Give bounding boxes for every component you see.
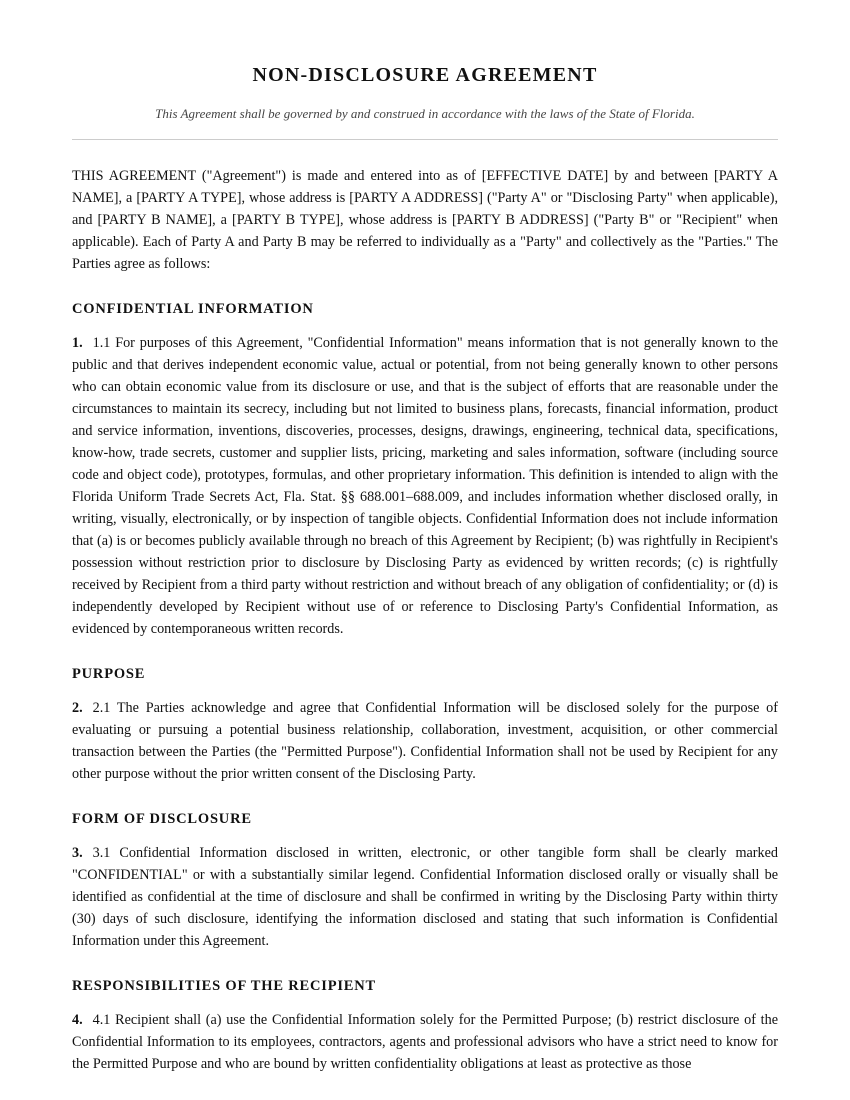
- clause-text: 3.1 Confidential Information disclosed in written, electronic, or other tangible form shall be clearly marked "CONFIDENTIAL" or with a substantially similar legend. Confidential Information disclosed orally or visually shall be identified as confidential at the time of disclosure and shall be confirmed in writing by the Disclosing Party within thirty (30) days of such disclosure, identifying the information disclosed and stating that such information is Confidential Information under this Agreement.: [72, 845, 778, 949]
- document-page: [72, 0, 778, 1075]
- section-heading-purpose: PURPOSE: [72, 666, 146, 682]
- clause-number: 4.: [72, 1012, 83, 1028]
- section-heading-responsibilities: RESPONSIBILITIES OF THE RECIPIENT: [72, 978, 377, 994]
- clause-1: [72, 332, 778, 640]
- governing-law-subtitle: This Agreement shall be governed by and construed in accordance with the laws of the State of Florida.: [155, 106, 695, 121]
- header-divider: [72, 139, 778, 140]
- clause-3: [72, 842, 778, 952]
- document-title: NON-DISCLOSURE AGREEMENT: [252, 64, 598, 86]
- clause-number: 2.: [72, 700, 83, 716]
- section-heading-confidential-information: CONFIDENTIAL INFORMATION: [72, 301, 314, 317]
- clause-number: 1.: [72, 335, 83, 351]
- clause-4: [72, 1009, 778, 1075]
- clause-2: [72, 697, 778, 785]
- intro-paragraph: THIS AGREEMENT ("Agreement") is made and entered into as of [EFFECTIVE DATE] by and between [PARTY A NAME], a [PARTY A TYPE], whose address is [PARTY A ADDRESS] ("Party A" or "Disclosing Party" when applicable), and [PARTY B NAME], a [PARTY B TYPE], whose address is [PARTY B ADDRESS] ("Party B" or "Recipient" when applicable). Each of Party A and Party B may be referred to individually as a "Party" and collectively as the "Parties." The Parties agree as follows:: [72, 168, 778, 272]
- clause-number: 3.: [72, 845, 83, 861]
- clause-text: 2.1 The Parties acknowledge and agree that Confidential Information will be disclosed solely for the purpose of evaluating or pursuing a potential business relationship, collaboration, investment, acquisition, or other commercial transaction between the Parties (the "Permitted Purpose"). Confidential Information shall not be used by Recipient for any other purpose without the prior written consent of the Disclosing Party.: [72, 700, 778, 782]
- clause-text: 4.1 Recipient shall (a) use the Confidential Information solely for the Permitted Purpose; (b) restrict disclosure of the Confidential Information to its employees, contractors, agents and professional advisors who have a strict need to know for the Permitted Purpose and who are bound by written confidentiality obligations at least as protective as those: [72, 1012, 778, 1072]
- clause-text: 1.1 For purposes of this Agreement, "Confidential Information" means information that is not generally known to the public and that derives independent economic value, actual or potential, from not being generally known to other persons who can obtain economic value from its disclosure or use, and that is the subject of efforts that are reasonable under the circumstances to maintain its secrecy, including but not limited to business plans, forecasts, financial information, product and service information, inventions, discoveries, processes, designs, drawings, engineering, technical data, specifications, know-how, trade secrets, customer and supplier lists, pricing, marketing and sales information, software (including source code and object code), prototypes, formulas, and other proprietary information. This definition is intended to align with the Florida Uniform Trade Secrets Act, Fla. Stat. §§ 688.001–688.009, and includes information whether disclosed orally, in writing, visually, electronically, or by inspection of tangible objects. Confidential Information does not include information that (a) is or becomes publicly available through no breach of this Agreement by Recipient; (b) was rightfully in Recipient's possession without restriction prior to disclosure by Disclosing Party as evidenced by written records; (c) is rightfully received by Recipient from a third party without restriction and without breach of any obligation of confidentiality; or (d) is independently developed by Recipient without use of or reference to Disclosing Party's Confidential Information, as evidenced by contemporaneous written records.: [72, 335, 778, 637]
- section-heading-form-of-disclosure: FORM OF DISCLOSURE: [72, 811, 252, 827]
